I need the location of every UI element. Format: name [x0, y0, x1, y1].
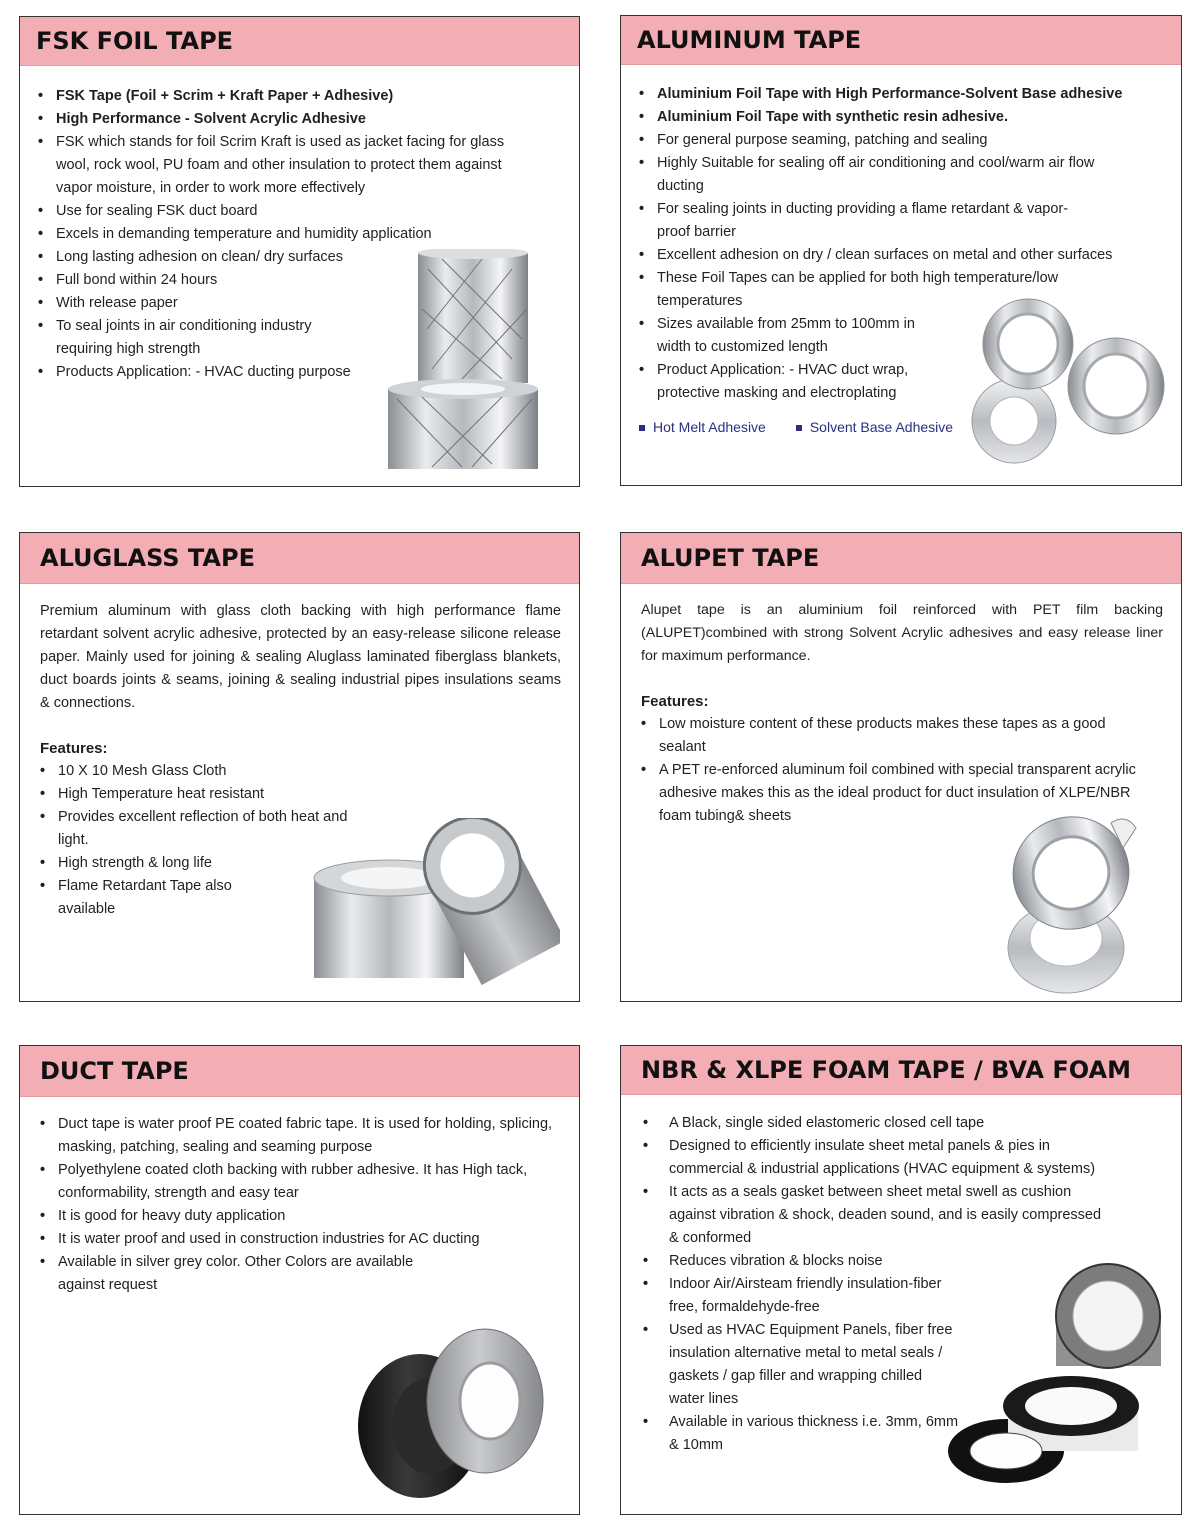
list-item: • Used as HVAC Equipment Panels, fiber free insulation alternative metal to metal seals / gaskets / gap filler and wrapping chilled water lines — [643, 1319, 959, 1411]
list-item: • Aluminium Foil Tape with synthetic resin adhesive. — [639, 106, 1163, 129]
list-item: • 10 X 10 Mesh Glass Cloth — [40, 760, 561, 783]
aluminum-card-title: ALUMINUM TAPE — [621, 16, 1181, 65]
list-item: • Indoor Air/Airsteam friendly insulation-fiber free, formaldehyde-free — [643, 1273, 959, 1319]
legend-hot-melt: Hot Melt Adhesive — [639, 419, 766, 435]
alupet-description: Alupet tape is an aluminium foil reinforced with PET film backing (ALUPET)combined with strong Solvent Acrylic adhesives and easy release liner for maximum performance. — [641, 602, 1163, 664]
aluglass-card-title: ALUGLASS TAPE — [20, 533, 579, 584]
list-item: • Aluminium Foil Tape with High Performance-Solvent Base adhesive — [639, 83, 1163, 106]
list-item: • A PET re-enforced aluminum foil combined with special transparent acrylic adhesive makes this as the ideal product for duct insulation of XLPE/NBR foam tubing& sheets — [641, 759, 1163, 828]
fsk-foil-tape-card — [19, 16, 580, 487]
list-item: • Sizes available from 25mm to 100mm in width to customized length — [639, 313, 947, 359]
aluminum-tape-roll-image — [966, 296, 1171, 476]
list-item: • Available in silver grey color. Other Colors are available against request — [40, 1251, 458, 1297]
duct-tape-roll-image — [350, 1306, 550, 1506]
aluglass-features-label: Features: — [40, 740, 108, 757]
list-item: • High strength & long life — [40, 852, 561, 875]
list-item: • For general purpose seaming, patching and sealing — [639, 129, 1163, 152]
legend-solvent-base: Solvent Base Adhesive — [796, 419, 953, 435]
square-bullet-icon — [639, 425, 645, 431]
duct-feature-list — [40, 1113, 561, 1297]
list-item: • Highly Suitable for sealing off air conditioning and cool/warm air flow ducting — [639, 152, 1117, 198]
list-item: • Long lasting adhesion on clean/ dry surfaces — [38, 246, 561, 269]
aluglass-tape-card — [19, 532, 580, 1002]
alupet-card-title: ALUPET TAPE — [621, 533, 1181, 584]
list-item: • Full bond within 24 hours — [38, 269, 561, 292]
list-item: • Reduces vibration & blocks noise — [643, 1250, 1163, 1273]
list-item: • Provides excellent reflection of both heat and light. — [40, 806, 368, 852]
list-item: • High Performance - Solvent Acrylic Adhesive — [38, 108, 561, 131]
list-item: • These Foil Tapes can be applied for both high temperature/low temperatures — [639, 267, 1117, 313]
list-item: • Low moisture content of these products makes these tapes as a good sealant — [641, 713, 1129, 759]
foam-tape-roll-image — [946, 1226, 1176, 1511]
list-item: • Available in various thickness i.e. 3mm, 6mm & 10mm — [643, 1411, 959, 1457]
list-item: • Excels in demanding temperature and humidity application — [38, 223, 561, 246]
list-item: • FSK which stands for foil Scrim Kraft is used as jacket facing for glass wool, rock wool, PU foam and other insulation to protect them against vapor moisture, in order to work more effectively — [38, 131, 526, 200]
list-item: • Product Application: - HVAC duct wrap, protective masking and electroplating — [639, 359, 947, 405]
list-item: • Duct tape is water proof PE coated fabric tape. It is used for holding, splicing, masking, patching, sealing and seaming purpose — [40, 1113, 561, 1159]
list-item: • Polyethylene coated cloth backing with rubber adhesive. It has High tack, conformability, strength and easy tear — [40, 1159, 548, 1205]
list-item: • FSK Tape (Foil + Scrim + Kraft Paper + Adhesive) — [38, 85, 561, 108]
alupet-tape-roll-image — [1001, 808, 1151, 998]
nbr-xlpe-foam-tape-card — [620, 1045, 1182, 1515]
fsk-tape-roll-image — [382, 249, 547, 474]
list-item: • A Black, single sided elastomeric closed cell tape — [643, 1112, 1163, 1135]
list-item: • Designed to efficiently insulate sheet metal panels & pies in commercial & industrial applications (HVAC equipment & systems) — [643, 1135, 1099, 1181]
list-item: • To seal joints in air conditioning industry requiring high strength — [38, 315, 356, 361]
list-item: • Excellent adhesion on dry / clean surfaces on metal and other surfaces — [639, 244, 1163, 267]
list-item: • High Temperature heat resistant — [40, 783, 561, 806]
list-item: • For sealing joints in ducting providing a flame retardant & vapor-proof barrier — [639, 198, 1077, 244]
aluglass-tape-roll-image — [310, 818, 560, 988]
square-bullet-icon — [796, 425, 802, 431]
alupet-tape-card — [620, 532, 1182, 1002]
list-item: • It acts as a seals gasket between sheet metal swell as cushion against vibration & shock, deaden sound, and is easily compressed & conformed — [643, 1181, 1114, 1250]
list-item: • With release paper — [38, 292, 561, 315]
list-item: • Use for sealing FSK duct board — [38, 200, 561, 223]
aluglass-description: Premium aluminum with glass cloth backing with high performance flame retardant solvent acrylic adhesive, protected by an easy-release silicone release paper. Mainly used for joining & sealing Aluglass laminated fiberglass blankets, duct boards joints & seams, joining & sealing industrial pipes insulations seams & connections. — [40, 603, 561, 711]
fsk-card-title: FSK FOIL TAPE — [20, 17, 579, 66]
list-item: • Flame Retardant Tape also available — [40, 875, 258, 921]
list-item: • It is water proof and used in construction industries for AC ducting — [40, 1228, 561, 1251]
aluminum-tape-card — [620, 15, 1182, 486]
duct-card-title: DUCT TAPE — [20, 1046, 579, 1097]
alupet-features-label: Features: — [641, 693, 709, 710]
duct-tape-card — [19, 1045, 580, 1515]
list-item: • Products Application: - HVAC ducting purpose — [38, 361, 356, 384]
nbr-card-title: NBR & XLPE FOAM TAPE / BVA FOAM — [621, 1046, 1181, 1095]
list-item: • It is good for heavy duty application — [40, 1205, 561, 1228]
